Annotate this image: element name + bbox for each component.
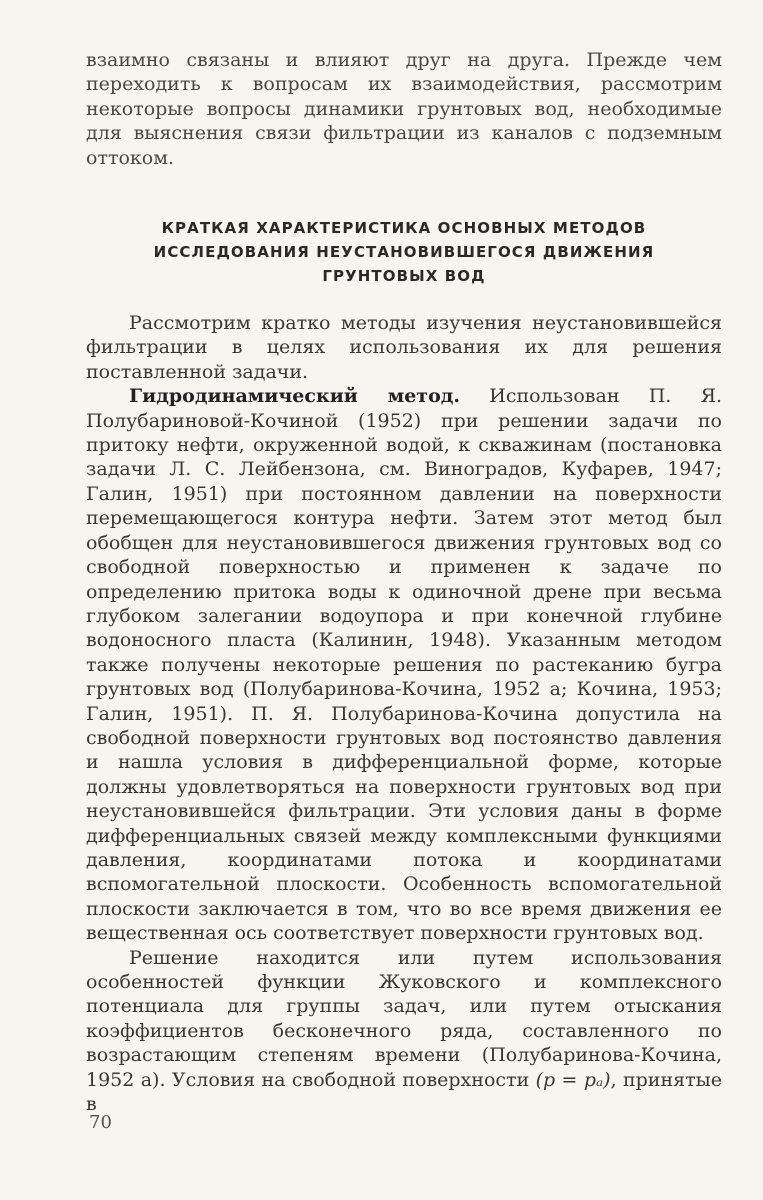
solution-tail: , принятые в bbox=[86, 1068, 722, 1116]
heading-line-1: КРАТКАЯ ХАРАКТЕРИСТИКА ОСНОВНЫХ МЕТОДОВ bbox=[161, 219, 647, 238]
intro-paragraph: взаимно связаны и влияют друг на друга. Прежде чем переходить к вопросам их взаимодействия, рассмотрим некоторые вопросы динамики грунтовых вод, необходимые для выяснения связи фильтрации из каналов с подземным оттоком. bbox=[86, 49, 722, 169]
paragraph-solution bbox=[86, 946, 722, 1117]
paragraph-hydrodynamic-method bbox=[86, 384, 722, 945]
hydrodynamic-method-term: Гидродинамический метод. bbox=[129, 385, 461, 408]
solution-text: Решение находится или путем использования особенностей функции Жуковского и комплексного потенциала для группы задач, или путем отыскания коэффициентов бесконечного ряда, составленного по возрастающим степеням времени (Полубаринова-Кочина, 1952 а). Условия на свободной поверхности bbox=[86, 946, 722, 1091]
heading-line-3: ГРУНТОВЫХ ВОД bbox=[322, 267, 486, 286]
pressure-formula: (p = pₐ) bbox=[535, 1068, 611, 1091]
section-heading bbox=[86, 216, 722, 288]
book-page bbox=[86, 48, 722, 1116]
hydrodynamic-method-text: Использован П. Я. Полубариновой-Кочиной (1952) при решении задачи по притоку нефти, окруженной водой, к скважинам (постановка задачи Л. С. Лейбензона, см. Виноградов, Куфарев, 1947; Галин, 1951) при постоянном давлении на поверхности перемещающегося контура нефти. Затем этот метод был обобщен для неустановившегося движения грунтовых вод со свободной поверхностью и применен к задаче по определению притока воды к одиночной дрене при весьма глубоком залегании водоупора и при конечной глубине водоносного пласта (Калинин, 1948). Указанным методом также получены некоторые решения по растеканию бугра грунтовых вод (Полубаринова-Кочина, 1952 а; Кочина, 1953; Галин, 1951). П. Я. Полубаринова-Кочина допустила на свободной поверхности грунтовых вод постоянство давления и нашла условия в дифференциальной форме, которые должны удовлетворяться на поверхности грунтовых вод при неустановившейся фильтрации. Эти условия даны в форме дифференциальных связей между комплексными функциями давления, координатами потока и координатами вспомогательной плоскости. Особенность вспомогательной плоскости заключается в том, что во все время движения ее вещественная ось соответствует поверхности грунтовых вод. bbox=[86, 385, 722, 945]
paragraph-methods-overview: Рассмотрим кратко методы изучения неустановившейся фильтрации в целях использования их для решения поставленной задачи. bbox=[86, 312, 722, 383]
heading-line-2: ИССЛЕДОВАНИЯ НЕУСТАНОВИВШЕГОСЯ ДВИЖЕНИЯ bbox=[153, 243, 655, 262]
page-number: 70 bbox=[89, 1112, 112, 1133]
